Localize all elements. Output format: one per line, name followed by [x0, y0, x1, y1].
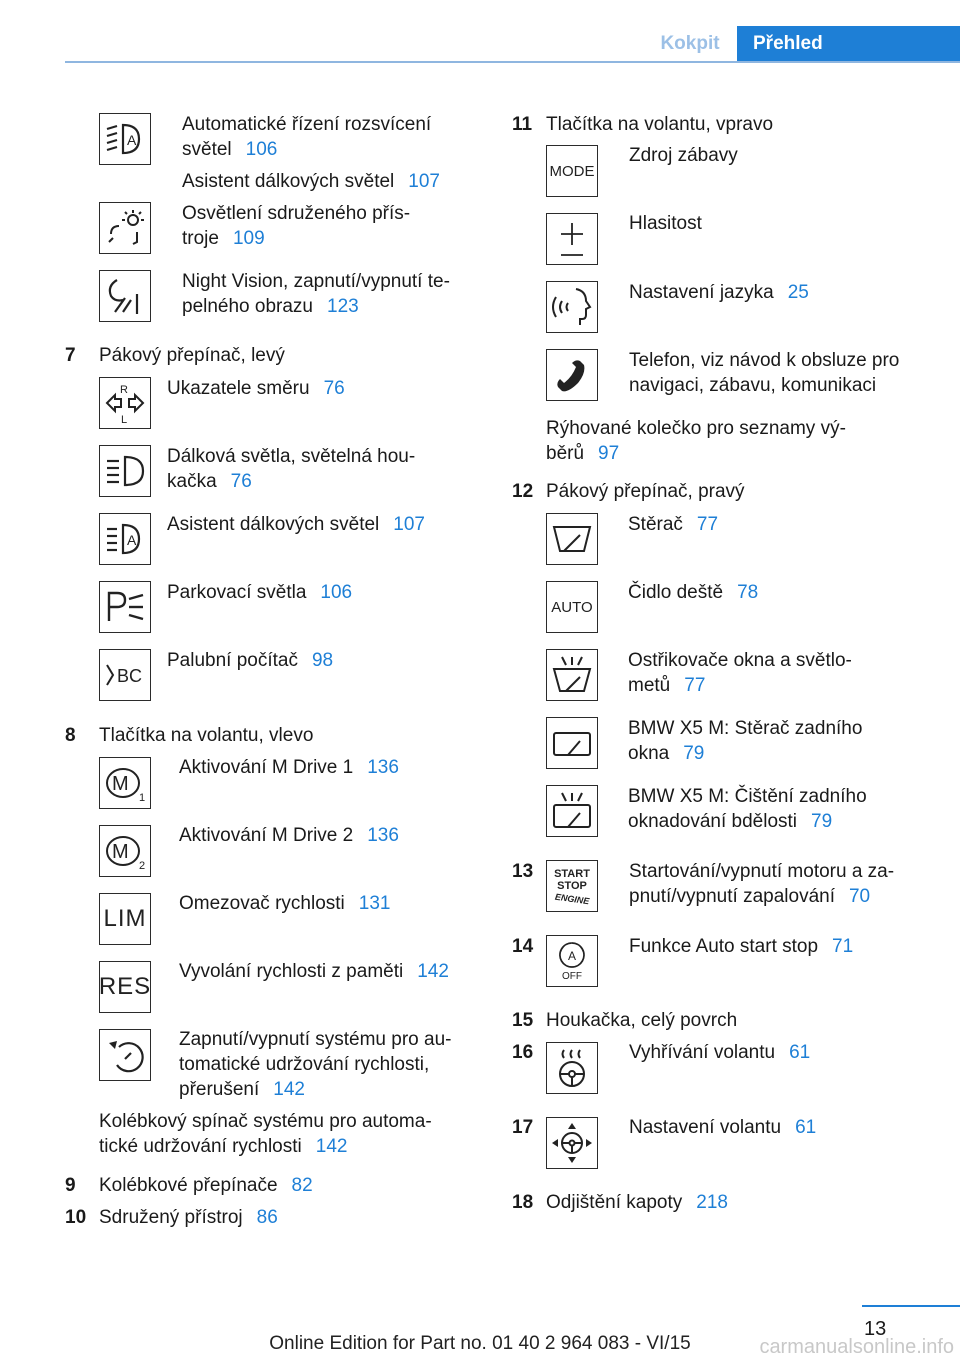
washer-icon: [546, 649, 598, 701]
turn-signal-icon: [99, 377, 151, 429]
svg-text:BC: BC: [117, 666, 143, 686]
svg-text:A: A: [127, 532, 137, 548]
page-ref[interactable]: 131: [358, 893, 391, 914]
tab-kokpit[interactable]: Kokpit: [660, 33, 720, 54]
section-number: 7: [65, 345, 76, 366]
footer-divider: [862, 1305, 960, 1307]
page-ref[interactable]: 25: [787, 282, 809, 303]
rear-washer-icon: [546, 785, 598, 837]
high-beam-icon: [99, 445, 151, 497]
section-title: Houkačka, celý povrch: [546, 1010, 738, 1031]
page-ref[interactable]: 123: [327, 296, 359, 317]
onboard-computer-text: Palubní počítač 98: [167, 650, 334, 671]
svg-text:M: M: [112, 841, 129, 863]
speed-limiter-icon: LIM: [99, 893, 151, 945]
auto-headlight-text: Automatické řízení rozsvícení světel 106 Asistent dálkových světel 107: [182, 114, 440, 192]
night-vision-icon: [99, 270, 151, 322]
section-number: 12: [512, 481, 534, 502]
svg-text:R: R: [120, 384, 128, 396]
page-ref[interactable]: 78: [737, 582, 759, 603]
volume-icon: [546, 213, 598, 265]
page-ref[interactable]: 218: [696, 1192, 728, 1213]
page-ref[interactable]: 142: [273, 1079, 305, 1100]
section-number: 13: [512, 861, 534, 882]
high-beam-assist-icon: [99, 513, 151, 565]
header-divider: [65, 61, 960, 63]
voice-control-icon: [546, 281, 598, 333]
page-ref[interactable]: 136: [367, 825, 399, 846]
auto-start-stop-text: Funkce Auto start stop 71: [629, 936, 854, 957]
page-number: 13: [864, 1318, 887, 1340]
m-drive-1-text: Aktivování M Drive 1 136: [179, 757, 399, 778]
language-settings-text: Nastavení jazyka 25: [629, 282, 809, 303]
mode-button-icon: MODE: [546, 145, 598, 197]
page-ref[interactable]: 76: [230, 471, 252, 492]
m-drive-2-text: Aktivování M Drive 2 136: [179, 825, 399, 846]
entertainment-source-text: Zdroj zábavy: [629, 145, 738, 166]
svg-text:ENGINE: ENGINE: [554, 891, 590, 907]
speed-limiter-text: Omezovač rychlosti 131: [179, 893, 391, 914]
section-title: Pákový přepínač, levý: [99, 345, 285, 366]
page-ref[interactable]: 71: [832, 936, 854, 957]
page-ref[interactable]: 142: [417, 961, 449, 982]
section-number: 18: [512, 1192, 534, 1213]
resume-speed-text: Vyvolání rychlosti z paměti 142: [179, 961, 449, 982]
rear-washer-text: BMW X5 M: Čištění zadního oknadování bdělosti 79: [628, 786, 867, 832]
page-ref[interactable]: 86: [256, 1207, 278, 1228]
page-ref[interactable]: 109: [232, 228, 265, 249]
steering-wheel-heating-icon: [546, 1042, 598, 1094]
m-drive-2-icon: [99, 825, 151, 877]
page-ref[interactable]: 98: [311, 650, 334, 671]
svg-text:2: 2: [139, 860, 146, 872]
watermark: carmanualsonline.info: [759, 1336, 954, 1358]
m-drive-1-icon: [99, 757, 151, 809]
start-stop-engine-text: Startování/vypnutí motoru a za- pnutí/vypnutí zapalování 70: [629, 861, 895, 907]
page-ref[interactable]: 70: [848, 886, 871, 907]
page-ref[interactable]: 106: [245, 139, 278, 160]
section-number: 17: [512, 1117, 534, 1138]
steering-wheel-adjust-icon: [546, 1117, 598, 1169]
steering-wheel-adjust-text: Nastavení volantu 61: [629, 1117, 817, 1138]
wiper-text: Stěrač 77: [628, 514, 719, 535]
section-title: Odjištění kapoty 218: [546, 1192, 728, 1213]
page-ref[interactable]: 107: [393, 514, 425, 535]
rain-sensor-icon: AUTO: [546, 581, 598, 633]
page-ref[interactable]: 97: [598, 443, 620, 464]
page-ref[interactable]: 79: [811, 811, 833, 832]
page-ref[interactable]: 107: [408, 171, 440, 192]
telephone-text: Telefon, viz návod k obsluze pro navigaci, zábavu, komunikaci: [629, 350, 900, 396]
section-title: Pákový přepínač, pravý: [546, 481, 745, 502]
svg-text:L: L: [121, 414, 128, 425]
instrument-lighting-text: Osvětlení sdruženého přís- troje 109: [182, 203, 411, 249]
svg-text:A: A: [567, 949, 577, 963]
svg-text:A: A: [127, 132, 137, 148]
section-number: 16: [512, 1042, 534, 1063]
high-beam-assist-text: Asistent dálkových světel 107: [167, 514, 425, 535]
rocker-switch-note: Kolébkový spínač systému pro automa- tické udržování rychlosti 142: [99, 1111, 432, 1157]
page-ref[interactable]: 77: [684, 675, 706, 696]
parking-lights-icon: [99, 581, 151, 633]
rear-wiper-icon: [546, 717, 598, 769]
cruise-control-icon: [99, 1029, 151, 1081]
tab-prehled[interactable]: Přehled: [737, 26, 960, 62]
high-beam-text: Dálková světla, světelná hou- kačka 76: [167, 446, 416, 492]
washer-text: Ostřikovače okna a světlo- metů 77: [628, 650, 852, 696]
section-number: 15: [512, 1010, 534, 1031]
page-ref[interactable]: 136: [367, 757, 399, 778]
auto-start-stop-icon: [546, 935, 598, 987]
svg-text:OFF: OFF: [562, 971, 582, 982]
start-stop-engine-icon: [546, 860, 598, 912]
page-ref[interactable]: 61: [789, 1042, 811, 1063]
wiper-icon: [546, 513, 598, 565]
telephone-icon: [546, 349, 598, 401]
instrument-lighting-icon: [99, 202, 151, 254]
edition-info: Online Edition for Part no. 01 40 2 964 083 - VI/15: [269, 1333, 691, 1354]
rain-sensor-text: Čidlo deště 78: [628, 582, 759, 603]
section-title: Tlačítka na volantu, vpravo: [546, 114, 774, 135]
section-number: 10: [65, 1207, 87, 1228]
section-number: 14: [512, 936, 534, 957]
svg-text:START: START: [554, 868, 590, 880]
page-ref[interactable]: 77: [696, 514, 719, 535]
section-title: Kolébkové přepínače 82: [99, 1175, 313, 1196]
section-number: 9: [65, 1175, 76, 1196]
section-title: Tlačítka na volantu, vlevo: [99, 725, 314, 746]
turn-signal-text: Ukazatele směru 76: [167, 378, 345, 399]
page-ref[interactable]: 82: [291, 1175, 313, 1196]
page-ref[interactable]: 142: [315, 1136, 348, 1157]
night-vision-text: Night Vision, zapnutí/vypnutí te- pelného obrazu 123: [182, 271, 450, 317]
page-ref[interactable]: 61: [795, 1117, 817, 1138]
cruise-control-text: Zapnutí/vypnutí systému pro au- tomatické udržování rychlosti, přerušení 142: [179, 1029, 452, 1100]
steering-wheel-heating-text: Vyhřívání volantu 61: [629, 1042, 811, 1063]
parking-lights-text: Parkovací světla 106: [167, 582, 353, 603]
svg-text:1: 1: [139, 792, 146, 804]
section-title: Sdružený přístroj 86: [99, 1207, 278, 1228]
resume-speed-icon: RES: [99, 961, 151, 1013]
volume-text: Hlasitost: [629, 213, 702, 234]
svg-text:STOP: STOP: [557, 880, 587, 892]
section-number: 11: [512, 114, 533, 135]
svg-text:M: M: [112, 773, 129, 795]
section-number: 8: [65, 725, 76, 746]
thumbwheel-note: Rýhované kolečko pro seznamy vý- běrů 97: [546, 418, 846, 464]
page-ref[interactable]: 79: [683, 743, 705, 764]
page-ref[interactable]: 106: [320, 582, 353, 603]
onboard-computer-icon: [99, 649, 151, 701]
auto-headlight-icon: [99, 113, 151, 165]
rear-wiper-text: BMW X5 M: Stěrač zadního okna 79: [628, 718, 863, 764]
page-ref[interactable]: 76: [323, 378, 345, 399]
